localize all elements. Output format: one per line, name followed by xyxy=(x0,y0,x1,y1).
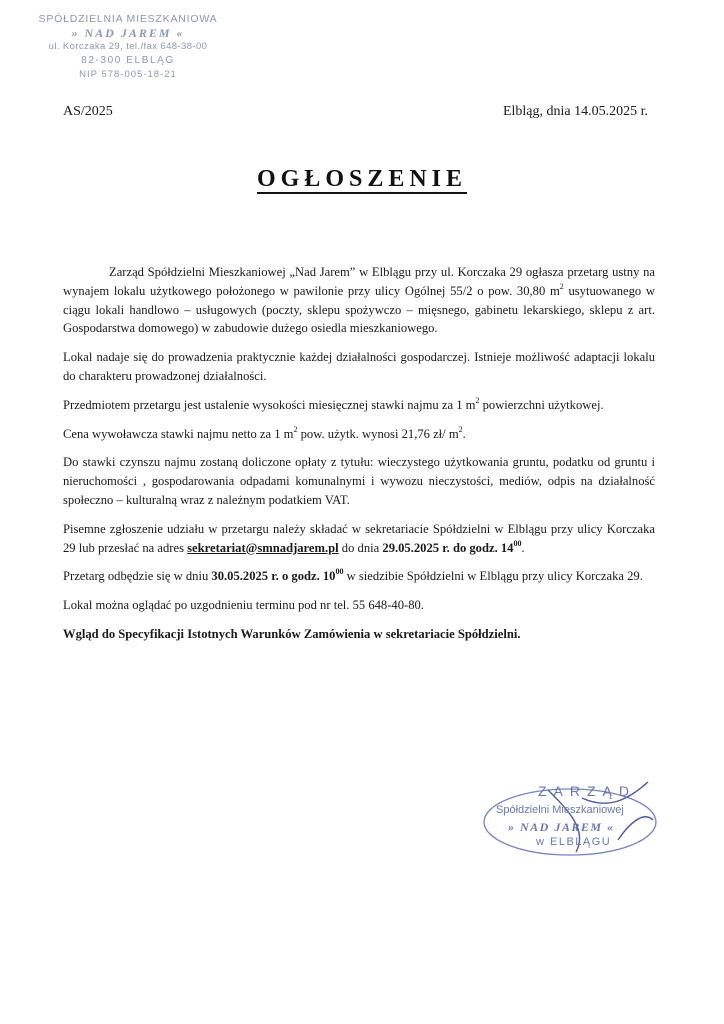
superscript: 2 xyxy=(475,395,480,405)
paragraph-starting-price xyxy=(63,425,655,444)
text-segment: powierzchni użytkowej. xyxy=(479,397,604,412)
stamp-line-3: ul. Korczaka 29, tel./fax 648-38-00 xyxy=(48,41,208,52)
text-segment: Cena wywoławcza stawki najmu netto za 1 m xyxy=(63,426,294,441)
text-segment: do dnia xyxy=(338,540,383,555)
text-segment: Przetarg odbędzie się w dniu xyxy=(63,569,212,584)
superscript: 2 xyxy=(293,424,298,434)
text-segment: usytuowanego w ciągu lokali handlowo – usługowych (poczty, sklepu spożywczo – mięsnego, gabinetu lekarskiego, sklepu z art. Gospodarstwa domowego) w zabudowie dużego osiedla mieszkaniowego. xyxy=(63,283,655,336)
cooperative-stamp xyxy=(28,12,228,82)
email-link[interactable]: sekretariat@smnadjarem.pl xyxy=(187,540,339,555)
text-segment: Przedmiotem przetargu jest ustalenie wysokości miesięcznej stawki najmu za 1 m xyxy=(63,397,476,412)
superscript: 2 xyxy=(458,424,463,434)
board-stamp-line-4: w ELBLĄGU xyxy=(536,836,612,848)
paragraph-suitability: Lokal nadaje się do prowadzenia praktycznie każdej działalności gospodarczej. Istnieje możliwość adaptacji lokalu do charakteru prowadzonej działalności. xyxy=(63,350,655,383)
board-stamp-signature xyxy=(478,770,668,870)
paragraph-viewing: Lokal można oglądać po uzgodnieniu terminu pod nr tel. 55 648-40-80. xyxy=(63,598,424,613)
superscript: 00 xyxy=(335,567,344,577)
superscript: 00 xyxy=(513,538,522,548)
application-deadline: 29.05.2025 r. do godz. 14 xyxy=(382,540,514,555)
stamp-line-2: » NAD JAREM « xyxy=(71,26,185,40)
auction-date: 30.05.2025 r. o godz. 10 xyxy=(211,569,336,584)
paragraph-subject xyxy=(63,396,655,415)
text-segment: Zarząd Spółdzielni Mieszkaniowej „Nad Jarem” w Elblągu przy ul. Korczaka 29 ogłasza przetarg ustny na wynajem lokalu użytkowego położonego w pawilonie przy ulicy Ogólnej 55/2 o pow. 30,80 m xyxy=(63,265,655,298)
place-and-date: Elbląg, dnia 14.05.2025 r. xyxy=(502,104,648,119)
text-segment: w siedzibie Spółdzielni w Elblągu przy ulicy Korczaka 29. xyxy=(343,569,643,584)
board-stamp-line-1: ZARZĄD xyxy=(538,783,636,799)
announcement-body xyxy=(63,263,655,644)
paragraph-application xyxy=(63,520,655,558)
document-reference: AS/2025 xyxy=(63,104,113,119)
document-title xyxy=(0,166,724,193)
document-title-text: OGŁOSZENIE xyxy=(256,166,468,192)
text-segment: pow. użytk. wynosi 21,76 zł/ m xyxy=(297,426,459,441)
board-stamp-line-2: Spółdzielni Mieszkaniowej xyxy=(496,804,624,816)
paragraph-additional-fees: Do stawki czynszu najmu zostaną doliczone opłaty z tytułu: wieczystego użytkowania gruntu, podatku od gruntu i nieruchomości , gospodarowania odpadami komunalnymi i wywozu nieczystości, mediów, odpis na działalność społeczno – kulturalną wraz z należnym podatkiem VAT. xyxy=(63,455,655,507)
paragraph-auction-date xyxy=(63,567,655,586)
stamp-line-5: NIP 578-005-18-21 xyxy=(79,69,177,80)
superscript: 2 xyxy=(559,281,564,291)
paragraph-specification: Wgląd do Specyfikacji Istotnych Warunków Zamówienia w sekretariacie Spółdzielni. xyxy=(63,626,521,641)
board-stamp-line-3: » NAD JAREM « xyxy=(508,820,615,834)
stamp-line-1: SPÓŁDZIELNIA MIESZKANIOWA xyxy=(38,13,218,25)
stamp-line-4: 82-300 ELBLĄG xyxy=(81,55,175,66)
text-segment: . xyxy=(462,426,466,441)
text-segment: Pisemne zgłoszenie udziału w przetargu należy składać w sekretariacie Spółdzielni w Elblągu przy ulicy Korczaka 29 lub przesłać na adres xyxy=(63,521,655,555)
text-segment: . xyxy=(521,540,525,555)
paragraph-intro xyxy=(63,263,655,338)
